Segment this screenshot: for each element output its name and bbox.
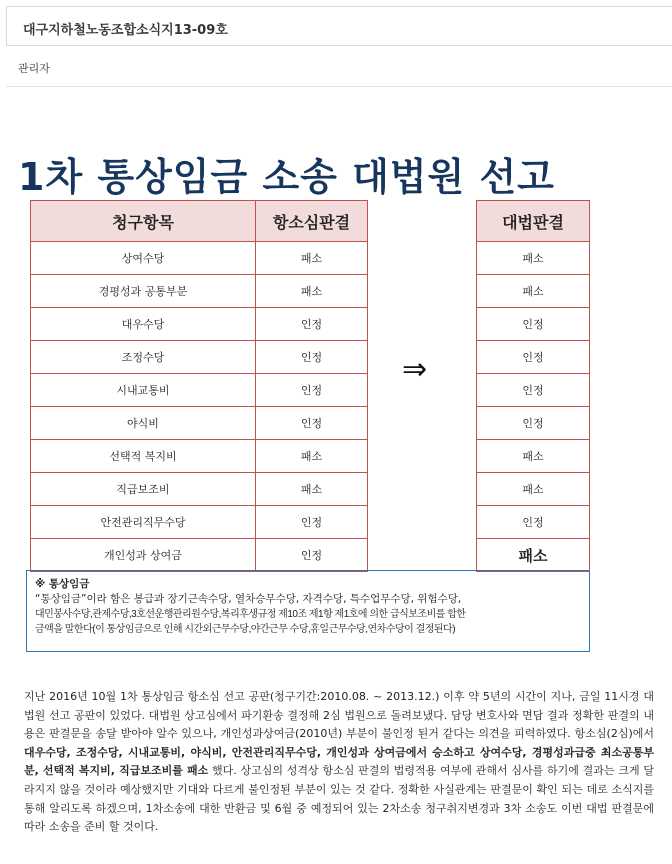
table-row — [477, 308, 590, 341]
headline-number: 1 — [18, 155, 46, 199]
table-row — [31, 539, 368, 572]
claim-item-cell: 직급보조비 — [31, 473, 256, 506]
divider — [6, 86, 672, 87]
claim-item-cell: 시내교통비 — [31, 374, 256, 407]
table-row — [477, 374, 590, 407]
post-author[interactable]: 관리자 — [18, 62, 50, 75]
appeal-result-cell: 패소 — [256, 473, 368, 506]
table-row — [31, 440, 368, 473]
supreme-table-body — [477, 242, 590, 572]
table-row — [477, 539, 590, 572]
supreme-result-cell: 인정 — [477, 374, 590, 407]
table-row — [477, 407, 590, 440]
appeal-result-cell: 인정 — [256, 539, 368, 572]
table-row — [477, 275, 590, 308]
table-row — [477, 506, 590, 539]
body-text-part: 지난 2016년 10월 1차 통상임금 항소심 선고 공판(청구기간:2010.08. ~ 2013.12.) 이후 약 5년의 시간이 지나, 금일 11시경 대법원 선고 공판이 있었다. 대법원 상고심에서 파기환송 결정해 2심 법원으로 돌려보냈다. 담당 변호사와 면담 결과 정확한 판결의 내용은 판결문을 송달 받아야 알수 있으나, 개인성과상여금(2010년) 부분이 불인정 된거 같다는 의견을 피력하였다. 항소심(2심)에서 — [24, 690, 654, 741]
claim-item-cell: 조정수당 — [31, 341, 256, 374]
appeal-result-cell: 패소 — [256, 242, 368, 275]
supreme-result-cell: 인정 — [477, 308, 590, 341]
headline-text: 차 통상임금 소송 대법원 선고 — [45, 155, 555, 199]
claim-item-cell: 안전관리직무수당 — [31, 506, 256, 539]
supreme-result-cell: 인정 — [477, 341, 590, 374]
supreme-result-cell: 패소 — [477, 440, 590, 473]
note-box — [26, 570, 590, 652]
appeal-result-cell: 인정 — [256, 407, 368, 440]
claims-table — [30, 200, 368, 572]
col-appeal-header: 항소심판결 — [256, 201, 368, 242]
table-row — [31, 407, 368, 440]
appeal-result-cell: 인정 — [256, 374, 368, 407]
body-text-part: 했다. 상고심의 성격상 항소심 판결의 법령적용 여부에 관해서 심사를 하기에 결과는 크게 달라지지 않을 것이라 예상했지만 기대와 다르게 불인정된 부분이 있는 것 같다. 정확한 사실관계는 판결문이 확인 되는 데로 소식지를 통해 알리도록 하겠으며, 1차소송에 대한 반환금 및 6월 중 예정되어 있는 2차소송 청구취지변경과 3차 소송도 이번 대법 판결문에 따라 소송을 준비 할 것이다. — [24, 764, 654, 834]
table-row — [31, 374, 368, 407]
supreme-result-cell: 패소 — [477, 275, 590, 308]
appeal-result-cell: 인정 — [256, 506, 368, 539]
claim-item-cell: 개인성과 상여금 — [31, 539, 256, 572]
table-row — [477, 473, 590, 506]
table-row — [31, 242, 368, 275]
table-row — [477, 440, 590, 473]
table-row — [31, 506, 368, 539]
col-claim-header: 청구항목 — [31, 201, 256, 242]
body-bold-part: 대우수당, 조정수당, 시내교통비, 야식비, 안전관리직무수당, 개인성과 상여금에서 — [24, 745, 428, 759]
supreme-result-cell: 인정 — [477, 506, 590, 539]
appeal-result-cell: 인정 — [256, 341, 368, 374]
note-line: 금액을 말한다(이 통상임금으로 인해 시간외근무수당,야간근무 수당,휴일근무수당,연차수당이 결정된다) — [35, 624, 456, 635]
supreme-result-cell: 패소 — [477, 473, 590, 506]
appeal-result-cell: 패소 — [256, 440, 368, 473]
note-line: “통상임금”이라 함은 봉급과 장기근속수당, 열차승무수당, 자격수당, 특수업무수당, 위험수당, — [35, 593, 462, 605]
supreme-result-cell: 패소 — [477, 539, 590, 572]
post-title-bar — [6, 6, 672, 46]
note-title: ※ 통상임금 — [35, 578, 90, 590]
arrow-right-icon: ⇒ — [402, 352, 428, 387]
table-row — [31, 308, 368, 341]
table-header-row — [31, 201, 368, 242]
post-title: 대구지하철노동조합소식지13-09호 — [23, 23, 228, 38]
headline — [18, 146, 555, 201]
table-row — [31, 275, 368, 308]
claim-item-cell: 상여수당 — [31, 242, 256, 275]
article-body — [24, 688, 654, 837]
supreme-result-cell: 인정 — [477, 407, 590, 440]
table-row — [477, 242, 590, 275]
table-row — [477, 341, 590, 374]
supreme-table — [476, 200, 590, 572]
note-line: 대민봉사수당,관제수당,3호선운행관리원수당,복리후생규정 제10조 제1항 제1호에 의한 급식보조비를 합한 — [35, 609, 466, 620]
table-row — [31, 473, 368, 506]
table-row — [31, 341, 368, 374]
appeal-result-cell: 인정 — [256, 308, 368, 341]
appeal-result-cell: 패소 — [256, 275, 368, 308]
claims-table-body — [31, 242, 368, 572]
body-bold-part: 승소하고 상여수당, 경평성과급중 최소공통부분, 선택적 복지비, 직급보조비를 패소 — [24, 745, 654, 778]
claim-item-cell: 경평성과 공통부분 — [31, 275, 256, 308]
col-supreme-header: 대법판결 — [477, 201, 590, 242]
table-header-row — [477, 201, 590, 242]
claim-item-cell: 대우수당 — [31, 308, 256, 341]
claim-item-cell: 선택적 복지비 — [31, 440, 256, 473]
supreme-result-cell: 패소 — [477, 242, 590, 275]
claim-item-cell: 야식비 — [31, 407, 256, 440]
